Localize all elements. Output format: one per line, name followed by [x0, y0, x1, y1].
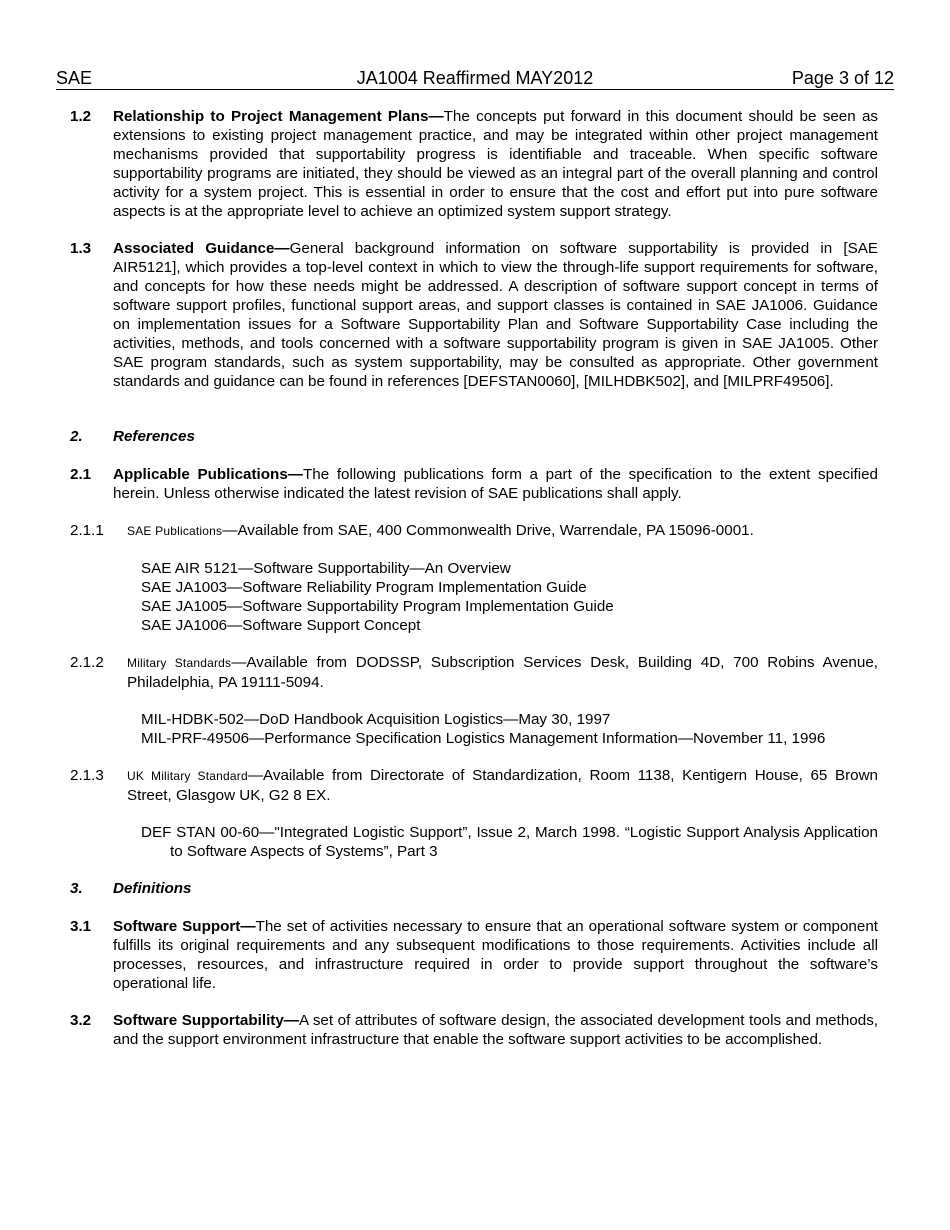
section-body	[113, 107, 878, 221]
military-standard-list	[141, 710, 878, 748]
heading-number: 3.	[70, 880, 83, 897]
heading-title: Definitions	[113, 880, 192, 897]
section-title: Associated Guidance—	[113, 240, 290, 257]
section-number: 2.1.3	[70, 767, 104, 784]
list-item: SAE JA1003—Software Reliability Program Implementation Guide	[141, 579, 587, 596]
section-text: The following publications form a part of the specification to the extent specified herein. Unless otherwise indicated the latest revision of SAE publications shall apply.	[113, 466, 878, 502]
section-text: —Available from DODSSP, Subscription Services Desk, Building 4D, 700 Robins Avenue, Philadelphia, PA 19111-5094.	[127, 654, 878, 691]
section-label: UK Military Standard	[127, 769, 248, 783]
section-body	[127, 766, 878, 805]
section-text: A set of attributes of software design, the associated development tools and methods, and the support environment infrastructure that enable the software support activities to be accomplished.	[113, 1012, 879, 1048]
section-body	[113, 465, 878, 503]
section-text: General background information on software supportability is provided in [SAE AIR5121], which provides a top-level context in which to view the through-life support requirements for software, and concepts for how these needs might be addressed. A description of software support concept in terms of software support profiles, functional support areas, and support classes is contained in SAE JA1006. Guidance on implementation issues for a Software Supportability Plan and Software Supportability Case including the activities, methods, and tools concerned with a software supportability program is given in SAE JA1005. Other SAE program standards, such as system supportability, may be consulted as appropriate. Other government standards and guidance can be found in references [DEFSTAN0060], [MILHDBK502], and [MILPRF49506].	[113, 240, 878, 390]
section-title: Software Supportability—	[113, 1012, 299, 1029]
section-number: 3.1	[70, 918, 92, 935]
page-header	[56, 67, 894, 90]
heading-definitions	[70, 879, 191, 898]
section-number: 2.1	[70, 466, 92, 483]
list-item: SAE JA1005—Software Supportability Program Implementation Guide	[141, 598, 614, 615]
header-doc-id: JA1004 Reaffirmed MAY2012	[356, 68, 594, 88]
section-2-1	[70, 465, 878, 503]
header-page-number: Page 3 of 12	[791, 68, 894, 88]
section-1-3	[70, 239, 878, 391]
section-body	[127, 653, 878, 692]
section-body	[113, 239, 878, 391]
section-2-1-3	[70, 766, 878, 805]
section-body	[127, 521, 878, 541]
section-text: The concepts put forward in this document should be seen as extensions to existing project management practice, and may be integrated within other project management mechanisms provided that supportability progress is identifiable and traceable. When specific software supportability programs are initiated, they should be viewed as an integral part of the overall planning and control activity for a system project. This is essential in order to ensure that the cost and effort put into pure software aspects is at the appropriate level to achieve an optimized system support strategy.	[113, 108, 878, 220]
section-1-2	[70, 107, 878, 221]
section-number: 1.3	[70, 240, 92, 257]
uk-standard-list	[141, 823, 878, 861]
section-3-2	[70, 1011, 878, 1049]
section-title: Relationship to Project Management Plans—	[113, 108, 444, 125]
section-2-1-2	[70, 653, 878, 692]
list-item: MIL-PRF-49506—Performance Specification Logistics Management Information—November 11, 1996	[141, 730, 826, 747]
section-3-1	[70, 917, 878, 993]
section-title: Software Support—	[113, 918, 256, 935]
section-number: 2.1.2	[70, 654, 104, 671]
section-title: Applicable Publications—	[113, 466, 303, 483]
header-org: SAE	[56, 68, 93, 88]
section-number: 1.2	[70, 108, 92, 125]
section-body	[113, 1011, 878, 1049]
section-body	[113, 917, 878, 993]
list-item: SAE JA1006—Software Support Concept	[141, 617, 421, 634]
heading-title: References	[113, 428, 195, 445]
section-2-1-1	[70, 521, 878, 541]
section-label: Military Standards	[127, 656, 232, 670]
heading-references	[70, 427, 195, 446]
section-number: 3.2	[70, 1012, 92, 1029]
section-text: The set of activities necessary to ensure that an operational software system or component fulfills its original requirements and any subsequent modifications to those requirements. Activities include all processes, resources, and infrastructure required in order to provide support throughout the software’s operational life.	[113, 918, 878, 992]
sae-publication-list	[141, 559, 878, 635]
heading-number: 2.	[70, 428, 83, 445]
list-item: MIL-HDBK-502—DoD Handbook Acquisition Logistics—May 30, 1997	[141, 711, 611, 728]
section-number: 2.1.1	[70, 522, 104, 539]
section-text: —Available from SAE, 400 Commonwealth Drive, Warrendale, PA 15096-0001.	[222, 522, 754, 539]
section-text: —Available from Directorate of Standardization, Room 1138, Kentigern House, 65 Brown Street, Glasgow UK, G2 8 EX.	[127, 767, 878, 804]
section-label: SAE Publications	[127, 524, 223, 538]
list-item: DEF STAN 00-60—"Integrated Logistic Support”, Issue 2, March 1998. “Logistic Support Analysis Application to Software Aspects of Systems”, Part 3	[141, 824, 878, 860]
list-item: SAE AIR 5121—Software Supportability—An Overview	[141, 560, 511, 577]
